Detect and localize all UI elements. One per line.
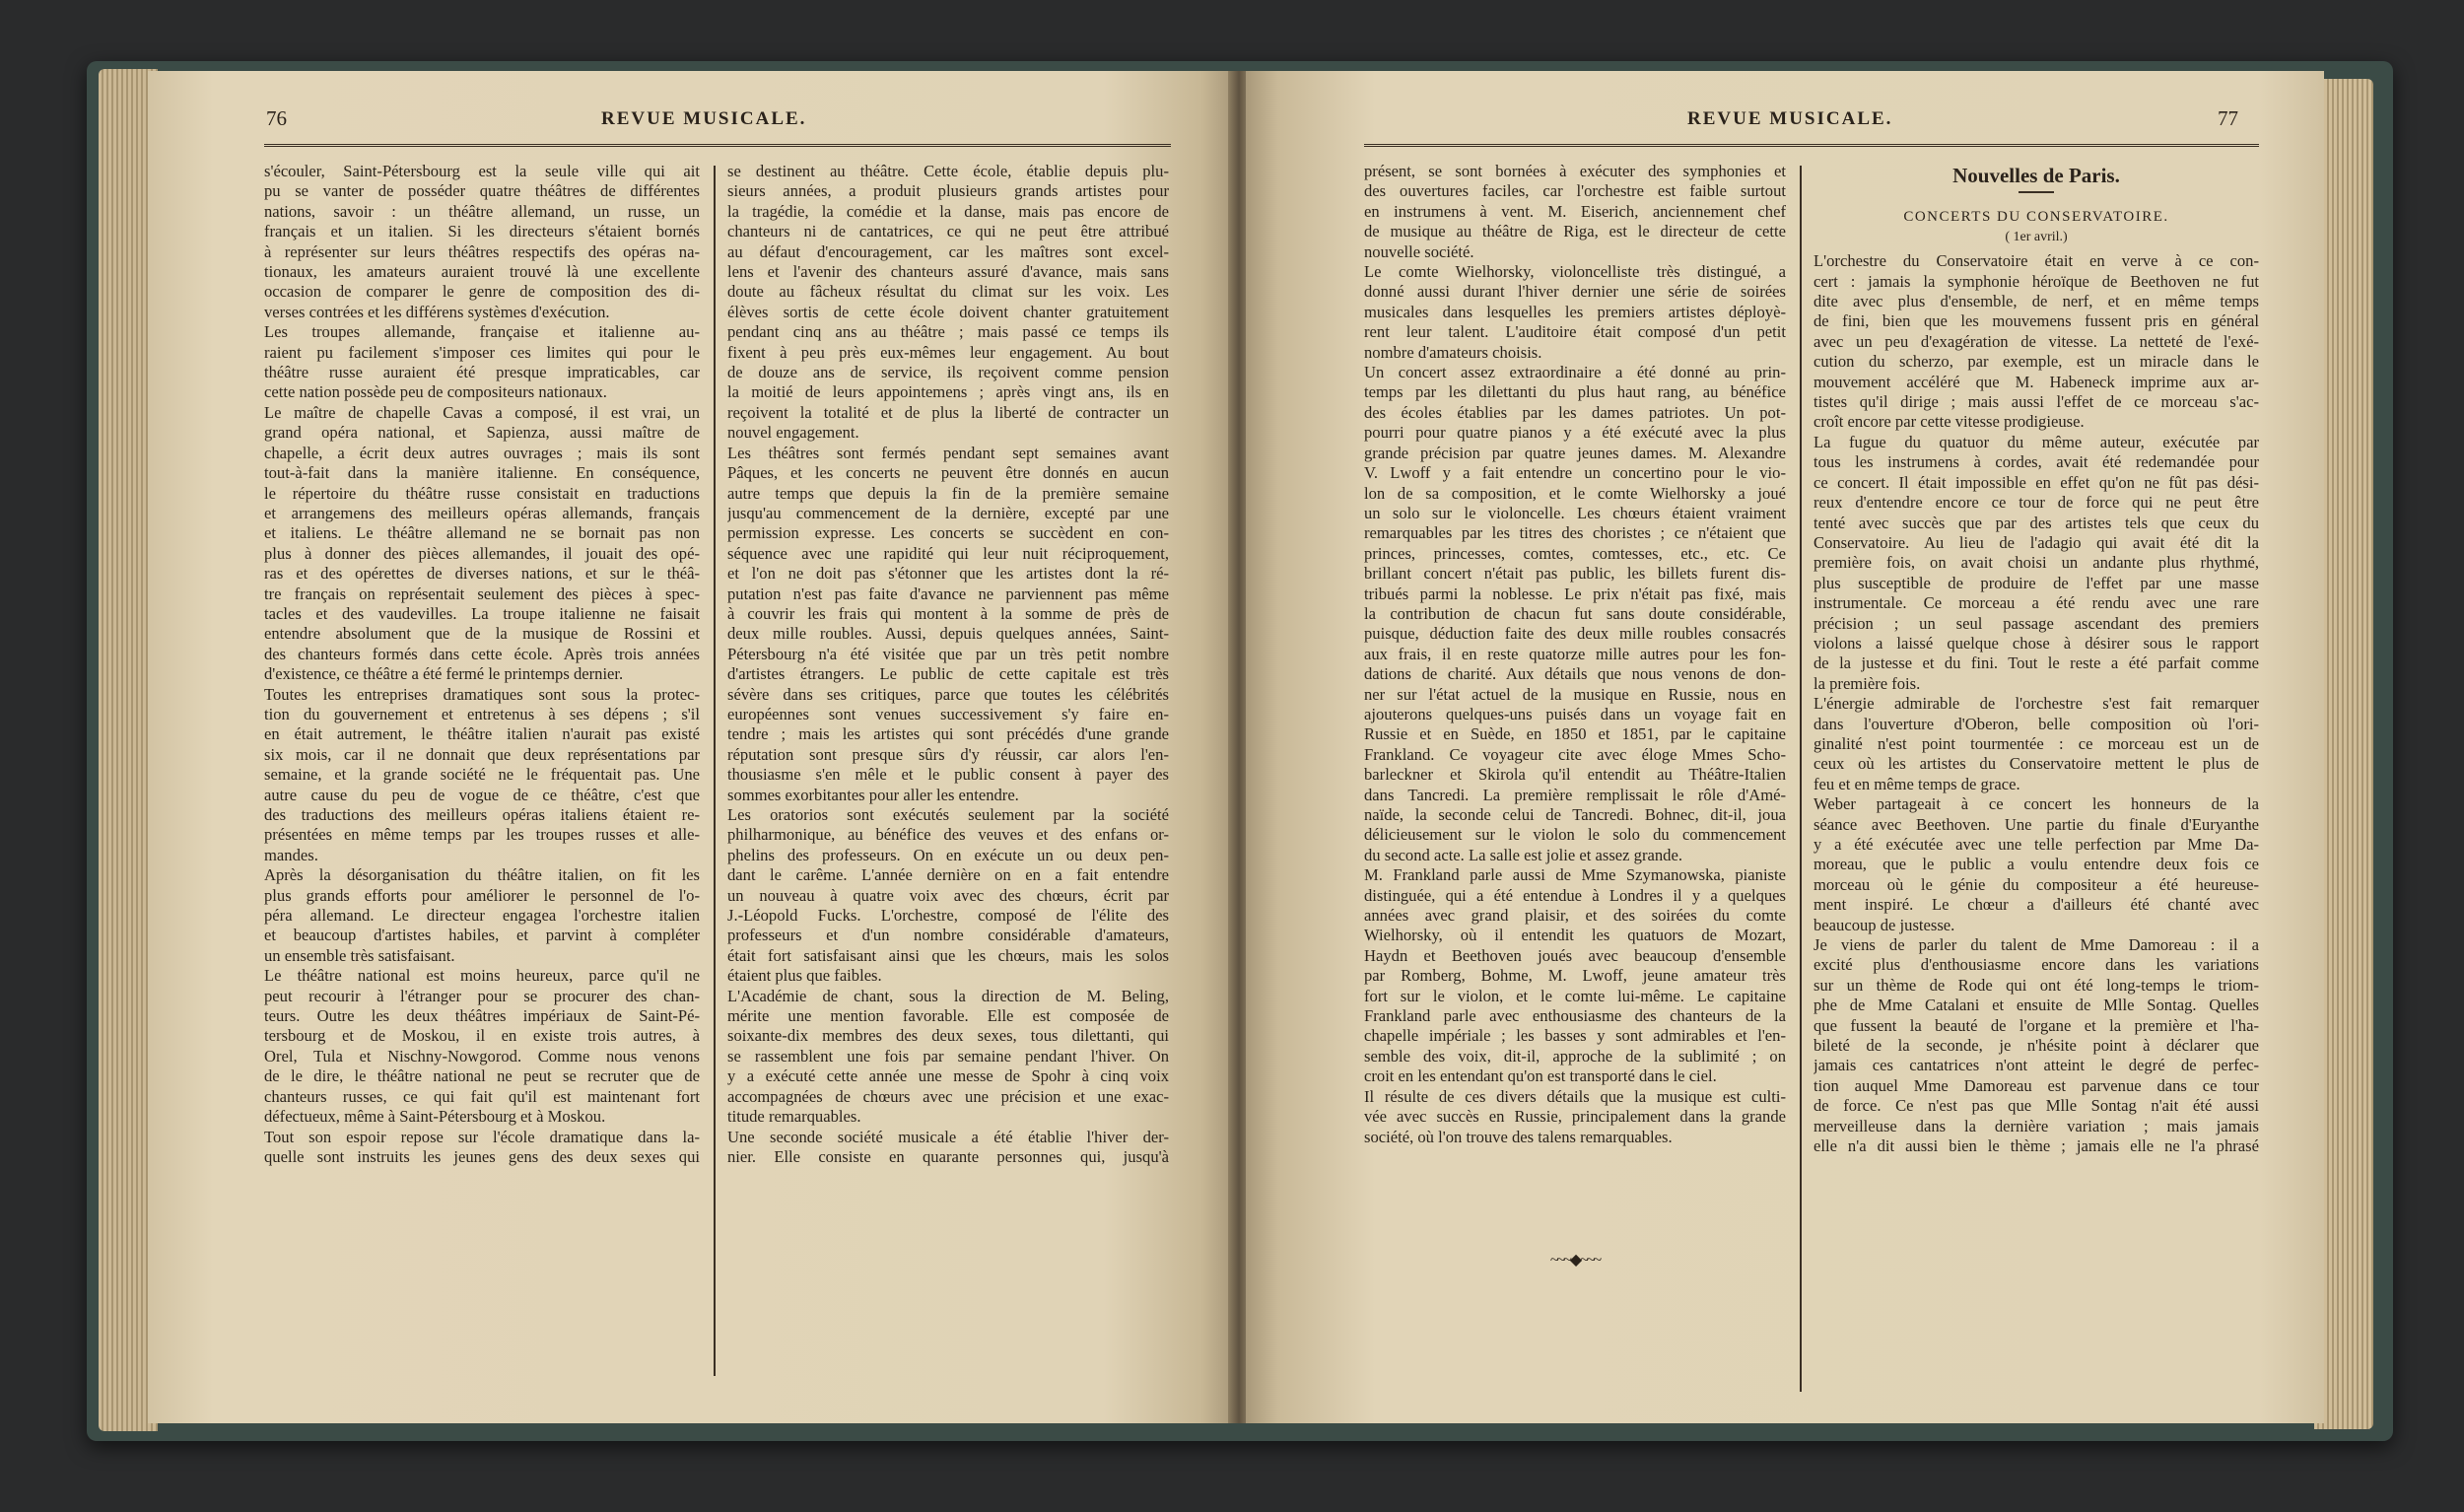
text-line: La fugue du quatuor du même auteur, exécutée par bbox=[1814, 432, 2259, 451]
text-line: princes, princesses, comtes, comtesses, etc., etc. Ce bbox=[1364, 543, 1786, 563]
text-line: Frankland parle avec enthousiasme des chanteurs de la bbox=[1364, 1006, 1786, 1026]
text-line: Le théâtre national est moins heureux, parce qu'il ne bbox=[264, 966, 700, 986]
text-line: sommes exorbitantes pour aller les entendre. bbox=[727, 785, 1019, 804]
text-line: ce concert. Il était impossible en effet qu'on ne fût pas dési- bbox=[1814, 472, 2259, 492]
running-head: REVUE MUSICALE. bbox=[1687, 108, 1893, 129]
text-line: délicieusement sur le violon le solo du commencement bbox=[1364, 825, 1786, 845]
text-line: tionaux, les amateurs auraient trouvé là une excellente bbox=[264, 262, 700, 282]
text-line: ceux où les artistes du Conservatoire mettent le plus de bbox=[1814, 754, 2259, 774]
text-line: soixante-dix membres des deux sexes, tous dilettanti, qui bbox=[727, 1026, 1169, 1046]
text-line: plus susceptible de produire de l'effet par une masse bbox=[1814, 573, 2259, 592]
text-line: pendant cinq ans au théâtre ; mais passé ce temps ils bbox=[727, 322, 1169, 342]
text-line: Les troupes allemande, française et italienne au- bbox=[264, 322, 700, 342]
text-line: naïde, la seconde celui de Tancredi. Bohnec, dit-il, joua bbox=[1364, 805, 1786, 824]
text-line: fixent à peu près eux-mêmes leur engagement. Au bout bbox=[727, 342, 1169, 362]
text-line: séance avec Beethoven. Une partie du finale d'Euryanthe bbox=[1814, 814, 2259, 834]
text-line: et italiens. Le théâtre allemand ne se bornait pas non bbox=[264, 523, 700, 543]
text-line: cert : jamais la symphonie héroïque de Beethoven ne fut bbox=[1814, 271, 2259, 291]
text-line: J.-Léopold Fucks. L'orchestre, composé de l'élite des bbox=[727, 906, 1169, 926]
text-line: sur un thème de Rode qui ont été long-temps le triom- bbox=[1814, 975, 2259, 995]
text-line: Frankland. Ce voyageur cite avec éloge Mmes Scho- bbox=[1364, 744, 1786, 764]
text-line: reçoivent la totalité et de plus la liberté de contracter un bbox=[727, 402, 1169, 422]
text-line: au défaut d'encouragement, car les maîtres sont excel- bbox=[727, 241, 1169, 261]
text-line: avec un peu d'exagération de vitesse. La netteté de l'exé- bbox=[1814, 331, 2259, 351]
text-line: pu se vanter de posséder quatre théâtres de différentes bbox=[264, 181, 700, 201]
text-line: nations, savoir : un théâtre allemand, un russe, un bbox=[264, 201, 700, 221]
text-line: en instrumens à vent. M. Eiserich, anciennement chef bbox=[1364, 201, 1786, 221]
text-line: sieurs années, a produit plusieurs grands artistes pour bbox=[727, 181, 1169, 201]
text-line: mérite une mention favorable. Elle est composée de bbox=[727, 1006, 1169, 1026]
text-line: sévère dans ses critiques, parce que toutes les célébrités bbox=[727, 684, 1169, 704]
text-line: six mois, car il ne donnait que deux représentations par bbox=[264, 744, 700, 764]
text-line: L'énergie admirable de l'orchestre s'est fait remarquer bbox=[1814, 694, 2259, 714]
text-line: dations de charité. Aux détails que nous venons de don- bbox=[1364, 664, 1786, 684]
section-subtitle: CONCERTS DU CONSERVATOIRE. bbox=[1903, 209, 2169, 226]
text-line: tistes qu'il dirige ; mais aussi l'effet de ce morceau s'ac- bbox=[1814, 392, 2259, 412]
text-line: Une seconde société musicale a été établie l'hiver der- bbox=[727, 1127, 1169, 1146]
text-line: aux frais, il en reste quatorze mille autres pour les fon- bbox=[1364, 644, 1786, 663]
text-line: de le dire, le théâtre national ne peut se recruter que de bbox=[264, 1066, 700, 1086]
text-line: Weber partageait à ce concert les honneurs de la bbox=[1814, 794, 2259, 814]
text-line: professeurs et d'un nombre considérable d'amateurs, bbox=[727, 926, 1169, 945]
text-line: ras et des opérettes de diverses nations, et sur le théâ- bbox=[264, 564, 700, 584]
text-line: rent leur talent. L'auditoire était composé d'un petit bbox=[1364, 322, 1786, 342]
text-line: par Romberg, Bohme, M. Lwoff, jeune amateur très bbox=[1364, 966, 1786, 986]
text-line: plus à donner des pièces allemandes, il jouait des opé- bbox=[264, 543, 700, 563]
text-line: se rassemblent une fois par semaine pendant l'hiver. On bbox=[727, 1046, 1169, 1065]
text-line: un nouveau à quatre voix avec des chœurs, écrit par bbox=[727, 885, 1169, 905]
text-line: tre français on représentait seulement des pièces à spec- bbox=[264, 584, 700, 603]
text-line: Haydn et Beethoven joués avec beaucoup d'ensemble bbox=[1364, 945, 1786, 965]
header-rule bbox=[1364, 144, 2259, 147]
text-line: que fussent la beauté de l'organe et la première et l'ha- bbox=[1814, 1015, 2259, 1035]
text-line: précision ; un seul passage ascendant des premiers bbox=[1814, 613, 2259, 633]
text-line: des ouvertures faciles, car l'orchestre est faible surtout bbox=[1364, 181, 1786, 201]
text-line: distinguée, qui a été entendue à Londres il y a quelques bbox=[1364, 885, 1786, 905]
text-line: teurs. Outre les deux théâtres impériaux de Saint-Pé- bbox=[264, 1006, 700, 1026]
text-line: cution du scherzo, par exemple, est un miracle dans le bbox=[1814, 352, 2259, 372]
text-line: tersbourg et de Moskou, il en existe trois autres, à bbox=[264, 1026, 700, 1046]
text-line: dans Tancredi. La première remplissait le rôle d'Amé- bbox=[1364, 785, 1786, 804]
text-line: séquence avec une rapidité qui leur nuit réciproquement, bbox=[727, 543, 1169, 563]
text-line: Je viens de parler du talent de Mme Damoreau : il a bbox=[1814, 935, 2259, 955]
text-line: tion du gouvernement et entretenus à ses dépens ; s'il bbox=[264, 704, 700, 723]
text-line: de la justesse et du fini. Tout le reste a été parfait comme bbox=[1814, 653, 2259, 673]
text-line: de musique au théâtre de Riga, est le directeur de cette bbox=[1364, 222, 1786, 241]
text-line: dite avec plus d'ensemble, de nerf, et en même temps bbox=[1814, 292, 2259, 311]
text-line: français et un italien. Si les directeurs s'étaient bornés bbox=[264, 222, 700, 241]
text-line: temps par les dilettanti du plus haut rang, au bénéfice bbox=[1364, 382, 1786, 402]
text-line: grand opéra national, et Sapienza, aussi maître de bbox=[264, 423, 700, 443]
section-title: Nouvelles de Paris. bbox=[1952, 164, 2120, 187]
text-line: des écoles établies par les dames patriotes. Un pot- bbox=[1364, 402, 1786, 422]
text-line: Conservatoire. Au lieu de l'adagio qui avait été dit la bbox=[1814, 532, 2259, 552]
text-line: Les théâtres sont fermés pendant sept semaines avant bbox=[727, 443, 1169, 462]
text-line: le répertoire du théâtre russe consistait en traductions bbox=[264, 483, 700, 503]
text-line: Tout son espoir repose sur l'école dramatique dans la- bbox=[264, 1127, 700, 1146]
text-line: Toutes les entreprises dramatiques sont sous la protec- bbox=[264, 684, 700, 704]
text-line: d'artistes étrangers. Le public de cette capitale est très bbox=[727, 664, 1169, 684]
text-line: thousiasme s'en mêle et le public consent à payer des bbox=[727, 765, 1169, 785]
text-line: était fort satisfaisant ainsi que les chœurs, mais les solos bbox=[727, 945, 1169, 965]
text-line: L'Académie de chant, sous la direction de M. Beling, bbox=[727, 986, 1169, 1005]
text-line: à représenter sur leurs théâtres respectifs des opéras na- bbox=[264, 241, 700, 261]
text-line: croit en les entendant qu'on est transporté dans le ciel. bbox=[1364, 1066, 1717, 1086]
text-line: fort sur le violon, et le comte lui-même. Le capitaine bbox=[1364, 986, 1786, 1005]
text-line: un solo sur le violoncelle. Les chœurs étaient vraiment bbox=[1364, 503, 1786, 522]
text-line: mandes. bbox=[264, 845, 318, 864]
text-line: phe de Mme Catalani et ensuite de Mlle Sontag. Quelles bbox=[1814, 996, 2259, 1015]
title-rule bbox=[2019, 191, 2054, 193]
text-line: morceau où le génie du compositeur a été heureuse- bbox=[1814, 874, 2259, 894]
text-line: chapelle impériale ; les basses y sont admirables et l'en- bbox=[1364, 1026, 1786, 1046]
text-line: société, où l'on trouve des talens remarquables. bbox=[1364, 1127, 1673, 1146]
text-line: barleckner et Skirola qu'il entendit au Théâtre-Italien bbox=[1364, 765, 1786, 785]
text-line: un ensemble très satisfaisant. bbox=[264, 945, 455, 965]
text-line: L'orchestre du Conservatoire était en verve à ce con- bbox=[1814, 251, 2259, 271]
text-line: dant le carême. L'année dernière on en a fait entendre bbox=[727, 865, 1169, 885]
text-line: chanteurs ni de cantatrices, ce qui ne peut être attribué bbox=[727, 222, 1169, 241]
text-line: et l'on ne doit pas s'étonner que les artistes dont la ré- bbox=[727, 564, 1169, 584]
text-line: phelins des professeurs. On en exécute un ou deux pen- bbox=[727, 845, 1169, 864]
text-line: musicales dans lesquelles les premiers artistes déployè- bbox=[1364, 302, 1786, 321]
text-line: Un concert assez extraordinaire a été donné au prin- bbox=[1364, 363, 1786, 382]
text-line: pourri pour quatre pianos y a été exécuté avec la plus bbox=[1364, 423, 1786, 443]
text-line: puisque, déduction faite des deux mille roubles consacrés bbox=[1364, 624, 1786, 644]
text-line: Le maître de chapelle Cavas a composé, il est vrai, un bbox=[264, 402, 700, 422]
section-date: ( 1er avril.) bbox=[2005, 229, 2068, 244]
text-line: de douze ans de service, ils reçoivent comme pension bbox=[727, 363, 1169, 382]
text-line: réputation sont presque sûrs d'y réussir, car alors l'en- bbox=[727, 744, 1169, 764]
text-column-1 bbox=[1364, 162, 1786, 1147]
text-line: ment inspiré. Le chœur a d'ailleurs été chanté avec bbox=[1814, 895, 2259, 915]
text-line: des traductions des meilleurs opéras italiens étaient re- bbox=[264, 805, 700, 824]
text-column-2 bbox=[1814, 162, 2259, 1157]
text-line: se destinent au théâtre. Cette école, établie depuis plu- bbox=[727, 162, 1169, 180]
column-divider bbox=[1800, 166, 1802, 1392]
text-line: violons a laissé quelque chose à désirer sous le rapport bbox=[1814, 633, 2259, 653]
text-line: nouvel engagement. bbox=[727, 423, 859, 443]
text-line: jusqu'au commencement de la dernière, excepté par une bbox=[727, 503, 1169, 522]
text-line: années avec grand plaisir, et des soirées du comte bbox=[1364, 906, 1786, 926]
text-line: en était autrement, le théâtre italien n'aurait pas existé bbox=[264, 724, 700, 744]
text-line: doute au fâcheux résultat du climat sur les voix. Les bbox=[727, 282, 1169, 302]
text-line: péra allemand. Le directeur engagea l'orchestre italien bbox=[264, 906, 700, 926]
text-line: croît encore par cette vitesse prodigieuse. bbox=[1814, 412, 2085, 432]
text-line: étaient plus que faibles. bbox=[727, 966, 882, 986]
text-line: occasion de comparer le genre de composition des di- bbox=[264, 282, 700, 302]
text-line: deux mille roubles. Aussi, depuis quelques années, Saint- bbox=[727, 624, 1169, 644]
text-line: y a exécuté cette année une messe de Spohr à cinq voix bbox=[727, 1066, 1169, 1086]
text-line: du second acte. La salle est jolie et assez grande. bbox=[1364, 845, 1682, 864]
text-line: bileté de la seconde, je n'hésite point à déclarer que bbox=[1814, 1036, 2259, 1056]
text-line: donné aussi durant l'hiver dernier une série de soirées bbox=[1364, 282, 1786, 302]
text-line: excité plus d'enthousiasme encore dans les variations bbox=[1814, 955, 2259, 975]
text-column-2 bbox=[727, 162, 1169, 1167]
text-line: M. Frankland parle aussi de Mme Szymanowska, pianiste bbox=[1364, 865, 1786, 885]
text-line: la moitié de leurs appointemens ; après vingt ans, ils en bbox=[727, 382, 1169, 402]
text-line: à couvrir les frais qui montent à la somme de près de bbox=[727, 603, 1169, 623]
text-line: défectueux, même à Saint-Pétersbourg et à Moskou. bbox=[264, 1107, 606, 1127]
text-line: remarquables par les titres des choristes ; ce n'étaient que bbox=[1364, 523, 1786, 543]
text-line: nier. Elle consiste en quarante personnes qui, jusqu'à bbox=[727, 1146, 1169, 1166]
text-line: peut recourir à l'étranger pour se procurer des chan- bbox=[264, 986, 700, 1005]
text-line: théâtre russe auraient été presque impraticables, car bbox=[264, 363, 700, 382]
text-line: permission expresse. Les concerts se succèdent en con- bbox=[727, 523, 1169, 543]
text-line: elle n'a dit aussi bien le thème ; jamais elle ne l'a phrasé bbox=[1814, 1136, 2259, 1156]
text-line: présentées en même temps par les troupes russes et alle- bbox=[264, 825, 700, 845]
text-line: s'écouler, Saint-Pétersbourg est la seule ville qui ait bbox=[264, 162, 700, 180]
text-line: chanteurs russes, ce qui fait qu'il est maintenant fort bbox=[264, 1086, 700, 1106]
text-line: première fois, on avait choisi un andante plus rhythmé, bbox=[1814, 553, 2259, 573]
text-line: putation n'est pas faite d'avance ne parviennent pas même bbox=[727, 584, 1169, 603]
text-line: et arrangemens des meilleurs opéras allemands, français bbox=[264, 503, 700, 522]
text-line: philharmonique, au bénéfice des veuves et des enfans or- bbox=[727, 825, 1169, 845]
tailpiece-ornament: ~~~◆~~~ bbox=[1549, 1252, 1601, 1269]
text-line: nombre d'amateurs choisis. bbox=[1364, 342, 1542, 362]
text-column-1 bbox=[264, 162, 700, 1167]
text-line: autre temps que depuis la fin de la première semaine bbox=[727, 483, 1169, 503]
text-line: mouvement accéléré que M. Habeneck imprime aux ar- bbox=[1814, 372, 2259, 391]
right-page bbox=[1246, 71, 2324, 1423]
text-line: européennes sont venues successivement s'y faire en- bbox=[727, 704, 1169, 723]
text-line: V. Lwoff y a fait entendre un concertino pour le vio- bbox=[1364, 463, 1786, 483]
text-line: élèves sortis de cette école doivent chanter gratuitement bbox=[727, 302, 1169, 321]
text-line: lon de sa composition, et le comte Wielhorsky a joué bbox=[1364, 483, 1786, 503]
text-line: Russie et en Suède, en 1850 et 1851, par le capitaine bbox=[1364, 724, 1786, 744]
text-line: de fini, bien que les mouvemens fussent pris en général bbox=[1814, 311, 2259, 331]
text-line: y a été exécutée avec une telle perfection par Mme Da- bbox=[1814, 835, 2259, 854]
text-line: entendre absolument que de la musique de Rossini et bbox=[264, 624, 700, 644]
text-line: merveilleuse dans la dernière variation ; mais jamais bbox=[1814, 1116, 2259, 1135]
text-line: présent, se sont bornées à exécuter des symphonies et bbox=[1364, 162, 1786, 180]
header-rule bbox=[264, 144, 1171, 147]
text-line: la première fois. bbox=[1814, 673, 1921, 693]
text-line: reux d'entendre encore ce tour de force qui ne peut être bbox=[1814, 493, 2259, 513]
text-line: ginalité n'est point tourmentée : ce morceau est un de bbox=[1814, 733, 2259, 753]
running-head: REVUE MUSICALE. bbox=[601, 108, 807, 129]
text-line: tout-à-fait dans la manière italienne. En conséquence, bbox=[264, 463, 700, 483]
text-line: titude remarquables. bbox=[727, 1107, 861, 1127]
text-line: tenté avec succès que par des artistes tels que ceux du bbox=[1814, 513, 2259, 532]
text-line: instrumentale. Ce morceau a été rendu avec une rare bbox=[1814, 593, 2259, 613]
text-line: quelle sont instruits les jeunes gens des deux sexes qui bbox=[264, 1146, 700, 1166]
text-line: Le comte Wielhorsky, violoncelliste très distingué, a bbox=[1364, 262, 1786, 282]
text-line: beaucoup de justesse. bbox=[1814, 915, 1955, 934]
text-line: d'existence, ce théâtre a été fermé le printemps dernier. bbox=[264, 664, 624, 684]
text-line: brillant concert n'était pas public, les billets furent dis- bbox=[1364, 564, 1786, 584]
text-line: grande précision par quatre jeunes dames. M. Alexandre bbox=[1364, 443, 1786, 462]
text-line: cette nation possède peu de compositeurs nationaux. bbox=[264, 382, 607, 402]
left-page bbox=[148, 71, 1234, 1423]
text-line: ner sur l'état actuel de la musique en Russie, nous en bbox=[1364, 684, 1786, 704]
text-line: dans l'ouverture d'Oberon, belle composition où l'ori- bbox=[1814, 714, 2259, 733]
text-line: chapelle, a écrit deux autres ouvrages ; mais ils sont bbox=[264, 443, 700, 462]
text-line: Orel, Tula et Nischny-Nowgorod. Comme nous venons bbox=[264, 1046, 700, 1065]
text-line: plus grands efforts pour améliorer le personnel de l'o- bbox=[264, 885, 700, 905]
text-line: Pétersbourg n'a été visitée que par un très petit nombre bbox=[727, 644, 1169, 663]
text-line: verses contrées et les différens systèmes d'exécution. bbox=[264, 302, 610, 321]
text-line: semaine, et la grande société ne le fréquentait pas. Une bbox=[264, 765, 700, 785]
text-line: tous les instrumens à cordes, avait été redemandée pour bbox=[1814, 452, 2259, 472]
text-line: tribués parmi la noblesse. Le prix n'était pas fixé, mais bbox=[1364, 584, 1786, 603]
text-line: raient pu facilement s'imposer ces limites qui pour le bbox=[264, 342, 700, 362]
text-line: des chanteurs formés dans cette école. Après trois années bbox=[264, 644, 700, 663]
text-line: et beaucoup d'artistes habiles, et parvint à compléter bbox=[264, 926, 700, 945]
column-divider bbox=[714, 166, 716, 1376]
text-line: jamais ces cantatrices n'ont atteint le degré de perfec- bbox=[1814, 1056, 2259, 1075]
text-line: autre cause du peu de vogue de ce théâtre, c'est que bbox=[264, 785, 700, 804]
text-line: Après la désorganisation du théâtre italien, on fit les bbox=[264, 865, 700, 885]
text-line: Pâques, et les concerts ne peuvent être donnés en aucun bbox=[727, 463, 1169, 483]
page-number: 77 bbox=[2218, 106, 2238, 130]
text-line: moreau, que le public a voulu entendre deux fois ce bbox=[1814, 855, 2259, 874]
page-number: 76 bbox=[266, 106, 287, 130]
text-line: la tragédie, la comédie et la danse, mais pas encore de bbox=[727, 201, 1169, 221]
text-line: accompagnées de chœurs avec une précision et une exac- bbox=[727, 1086, 1169, 1106]
text-line: tion auquel Mme Damoreau est parvenue dans ce tour bbox=[1814, 1075, 2259, 1095]
text-line: lens et l'avenir des chanteurs assuré d'avance, mais sans bbox=[727, 262, 1169, 282]
text-line: Wielhorsky, où il entendit les quatuors de Mozart, bbox=[1364, 926, 1786, 945]
text-line: feu et en même temps de grace. bbox=[1814, 774, 2020, 793]
text-line: ajouterons quelques-uns puisés dans un voyage fait en bbox=[1364, 704, 1786, 723]
text-line: Les oratorios sont exécutés seulement par la société bbox=[727, 805, 1169, 824]
text-line: la contribution de chacun fut sans doute considérable, bbox=[1364, 603, 1786, 623]
text-line: semble des voix, dit-il, approche de la sublimité ; on bbox=[1364, 1046, 1786, 1065]
text-line: de force. Ce n'est pas que Mlle Sontag n'ait été aussi bbox=[1814, 1096, 2259, 1116]
text-line: vée avec succès en Russie, principalement dans la grande bbox=[1364, 1107, 1786, 1127]
text-line: nouvelle société. bbox=[1364, 241, 1474, 261]
text-line: Il résulte de ces divers détails que la musique est culti- bbox=[1364, 1086, 1786, 1106]
text-line: tacles et des vaudevilles. La troupe italienne ne faisait bbox=[264, 603, 700, 623]
text-line: tendre ; mais les artistes qui sont précédés d'une grande bbox=[727, 724, 1169, 744]
